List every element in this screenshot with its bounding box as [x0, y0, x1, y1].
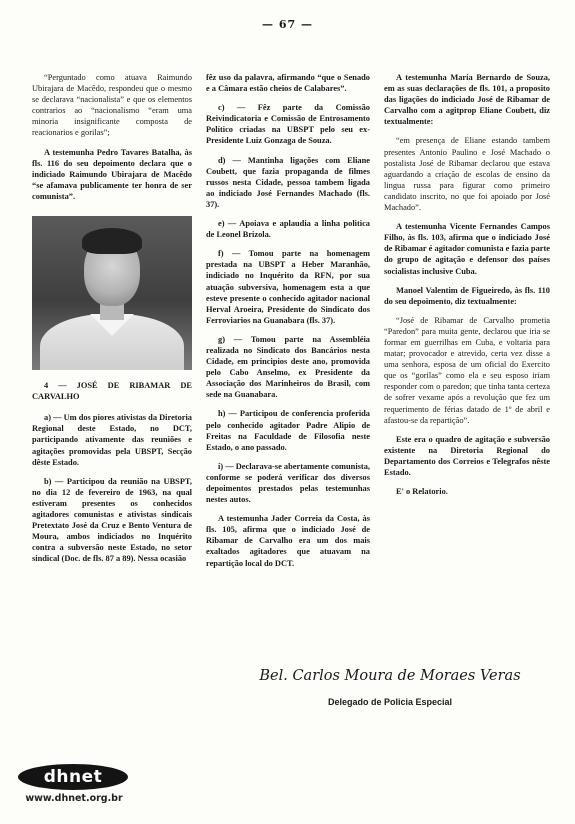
paragraph: i) — Declarava-se abertamente comunista, conforme se poderá verificar dos diversos depoimentos prestados pelas testemunhas nestes autos. [206, 461, 370, 505]
paragraph: A testemunha Vicente Fernandes Campos Filho, às fls. 103, afirma que o indiciado José de Ribamar é agitador comunista e fazia parte do grupo de agitação e defensor dos países socialistas inclusive Cuba. [384, 222, 550, 276]
paragraph: Este era o quadro de agitação e subversão existente na Diretoria Regional do Departamento dos Correios e Telegrafos nêste Estado. [384, 434, 550, 477]
paragraph: f) — Tomou parte na homenagem prestada na UBSPT a Heber Maranhão, indiciado no Inquérito da RFN, por sua atuação subversiva, homenagem esta a que esteve presente o conhecido agitador nacional Herval Aroeira, Presidente do Sindicato dos Ferroviarios na Guanabara (fls. 37). [206, 249, 370, 325]
column-middle [206, 72, 370, 577]
paragraph: d) — Mantinha ligações com Eliane Coubett, que fazia propaganda de filmes russos nesta Cidade, pessoa tambem ligada ao indiciado José Fernandes Machado (fls. 37). [206, 155, 370, 209]
paragraph: E' o Relatorio. [396, 487, 448, 497]
paragraph: g) — Tomou parte na Assembléia realizada no Sindicato dos Bancários nesta Cidade, em principios deste ano, promovida pelo Cabo Anselmo, ex Presidente da Associação dos Marinheiros do Brasil, com sede na Guanabara. [206, 334, 370, 400]
paragraph: A testemunha Maria Bernardo de Souza, em as suas declarações de fls. 101, a proposito das ligações do indiciado José de Ribamar de Carvalho com a agitprop Eliane Coubett, diz textualmente: [384, 73, 550, 127]
portrait-photo [32, 216, 192, 370]
paragraph: “Perguntado como atuava Raimundo Ubirajara de Macêdo, respondeu que o mesmo se declarava “nacionalista” e que os elementos contrarios ao “nacionalismo “eram uma minoria insignificante composta de reacionarios e gorilas”; [32, 73, 192, 138]
paragraph: A testemunha Jader Correia da Costa, às fls. 105, afirma que o indiciado José de Ribamar de Carvalho era um dos mais exaltados agitadores que atuavam na repartição local do DCT. [206, 514, 370, 568]
dhnet-logo: dhnet [18, 764, 128, 790]
paragraph: A testemunha Pedro Tavares Batalha, às fls. 116 do seu depoimento declara que o indiciado Raimundo Ubirajara de Macêdo “se afamava publicamente ter honra de ser comunista”. [32, 147, 192, 201]
paragraph: a) — Um dos piores ativistas da Diretoria Regional deste Estado, no DCT, participando ativamente das reuniões e agitações promovidas pela UBSPT, Secção dêste Estado. [32, 413, 192, 467]
signature-title: Delegado de Policia Especial [327, 697, 453, 707]
column-left [32, 72, 192, 572]
paragraph: Manoel Valentim de Figueiredo, às fls. 110 do seu depoimento, diz textualmente: [384, 285, 550, 306]
paragraph: e) — Apoiava e aplaudia a linha politica de Leonel Brizola. [206, 219, 370, 240]
quote: “em presença de Eliane estando tambem presentes Antonio Paulino e José Machado o postalista José de Ribamar declarou que estava aguardando a criação de escolas de ensino da lingua russa para figurar como primeiro candidato inscrito, no que foi apoiado por José Machado”. [384, 136, 550, 213]
paragraph: b) — Participou da reunião na UBSPT, no dia 12 de fevereiro de 1963, na qual estiveram presentes os conhecidos agitadores comunistas e ativistas sindicais Pretextato José da Cruz e Bento Ventura de Moura, ambos indiciados no Inquérito contra a subversão neste Estado, no setor sindical (Doc. de fls. 87 a 89). Nessa ocasião [32, 476, 192, 564]
quote: “José de Ribamar de Carvalho prometia “Paredon” para muita gente, declarou que iria se formar em guerrilhas em Cuba, e voltaria para matar; provocador e atrevido, certa vez disse a uma senhora, esposa de um oficial do Exercito que os “gorilas” como ela e seu esposo iriam responder com o paredon; que tinha tanta certeza de sofrer vexame após a revolução que fez um requerimento de férias datado de 1º de abril e afastou-se da repartição”. [384, 315, 550, 425]
page-number: — 67 — [262, 18, 313, 31]
paragraph: c) — Fêz parte da Comissão Reivindicatoria e Comissão de Entrosamento Político criadas na UBSPT pelo seu ex-Presidente Luiz Gonzaga de Souza. [206, 103, 370, 146]
paragraph: h) — Participou de conferencia proferida pelo conhecido agitador Padre Alipio de Freitas na Faculdade de Filosofia neste Estado, o ano passado. [206, 409, 370, 452]
signature-name: Bel. Carlos Moura de Moraes Veras [259, 668, 521, 684]
column-right [384, 72, 550, 505]
photo-caption: 4 — JOSÉ DE RIBAMAR DE CARVALHO [32, 381, 192, 402]
paragraph: fêz uso da palavra, afirmando “que o Senado e a Câmara estão cheios de Calabares”. [206, 73, 370, 94]
logo-url: www.dhnet.org.br [25, 793, 123, 804]
